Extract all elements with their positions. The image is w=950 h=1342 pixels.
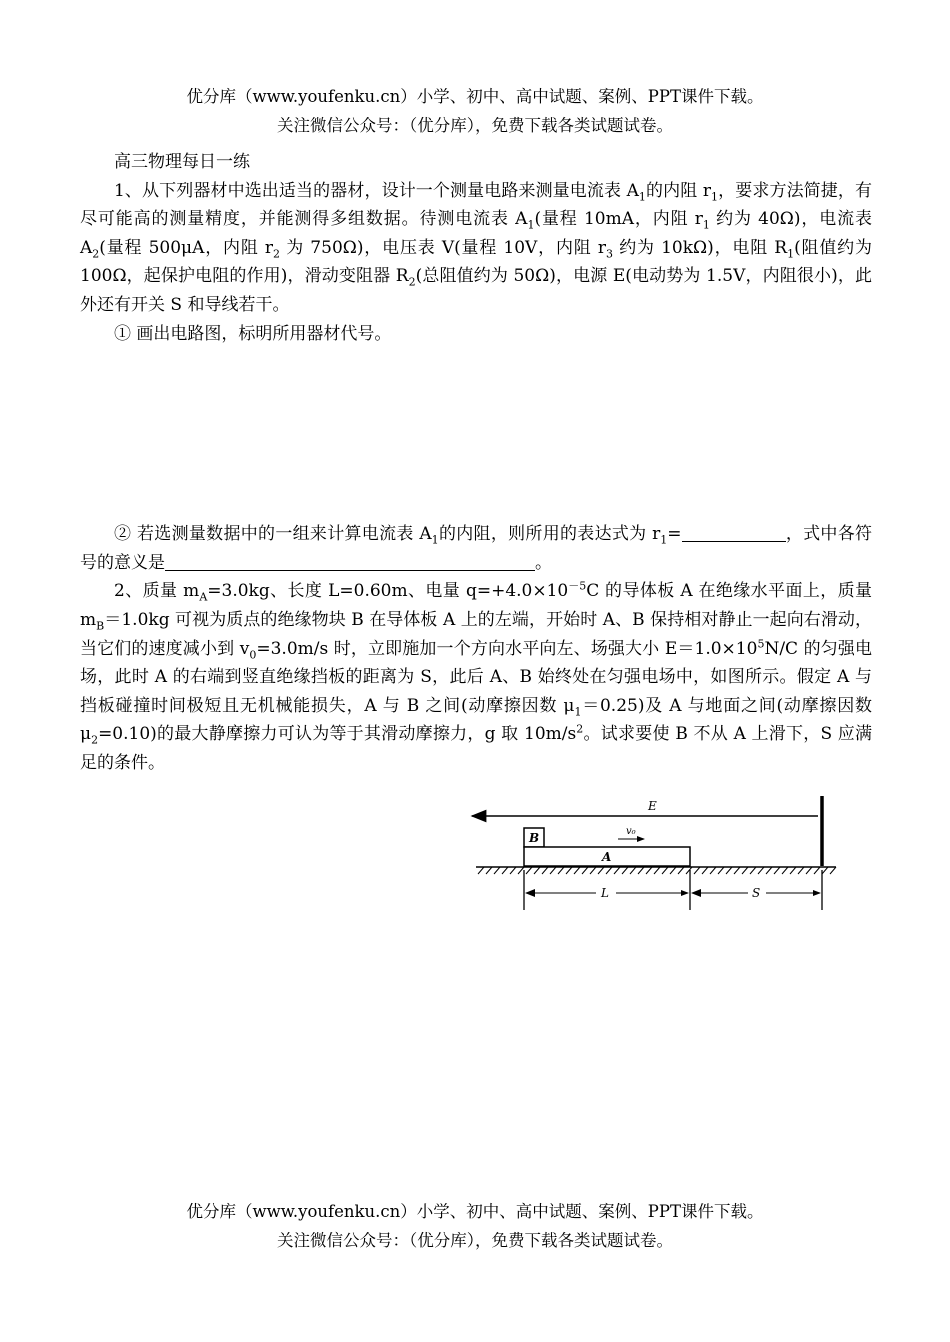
label-b: B bbox=[529, 831, 540, 845]
question-2-text: 2、质量 $m_A=3.0kg$、长度 L=0.60m、电量 $q=+4.0\times 10^{-5}C$ 的导体板 A 在绝缘水平面上，质量 $m_B=1.0kg$ 可视为质点的绝缘物块 B 在导体板 A 上的左端，开始时 A、B 保持相对静止一起向右滑动，当它们的速度减小到 $v_0=3.0m/s$ 时，立即施加一个方向水平向左、场强大小 $E=1.0\times 10^5N/C$ 的匀强电场，此时 A 的右端到竖直绝缘挡板的距离为 S，此后 A、B 始终处在匀强电场中，如图所示。假定 A 与挡板碰撞时间极短且无机械能损失，A 与 B 之间(动摩擦因数 $\mu_1=0.25$)及 A 与地面之间(动摩擦因数 $\mu_2=0.10$)的最大静摩擦力可认为等于其滑动摩擦力，g 取 $10m/s^2$。试求要使 B 不从 A 上滑下，S 应满足的条件。 bbox=[80, 579, 873, 773]
answer-blank-expression[interactable] bbox=[682, 521, 786, 542]
answer-blank-meaning[interactable] bbox=[165, 550, 535, 571]
question-1-part-1: ① 画出电路图，标明所用器材代号。 bbox=[114, 323, 392, 344]
question-1-part-2: ② 若选测量数据中的一组来计算电流表 $A_1$的内阻，则所用的表达式为 $r_1=$ ，式中各符号的意义是 。 bbox=[80, 520, 872, 577]
label-s: S bbox=[752, 886, 761, 900]
label-a: A bbox=[602, 850, 612, 864]
footer-line-1: 优分库（www.youfenku.cn）小学、初中、高中试题、案例、PPT课件下载。 bbox=[186, 1202, 764, 1221]
page-title: 高三物理每日一练 bbox=[114, 152, 250, 172]
header-line-2: 关注微信公众号：（优分库），免费下载各类试题试卷。 bbox=[277, 116, 673, 135]
question-1-text: 1、从下列器材中选出适当的器材，设计一个测量电路来测量电流表 $A_1$的内阻 $r_1$，要求方法简捷，有尽可能高的测量精度，并能测得多组数据。待测电流表 $A_1$(量程 10mA，内阻 $r_1$ 约为 40Ω)，电流表 $A_2$(量程 500μA，内阻 $r_2$ 为 750Ω)，电压表 V(量程 10V，内阻 $r_3$ 约为 10kΩ)，电阻 $R_1$(阻值约为 100Ω，起保护电阻的作用)，滑动变阻器 $R_2$(总阻值约为 50Ω)，电源 E(电动势为 1.5V，内阻很小)，此外还有开关 S 和导线若干。 bbox=[80, 180, 873, 315]
label-e: E bbox=[648, 799, 657, 813]
label-v0: v₀ bbox=[626, 826, 636, 837]
ground-hatch bbox=[478, 867, 836, 874]
problem-content bbox=[80, 148, 872, 778]
label-l: L bbox=[601, 886, 609, 900]
header-line-1: 优分库（www.youfenku.cn）小学、初中、高中试题、案例、PPT课件下载。 bbox=[186, 87, 764, 106]
answer-space bbox=[80, 348, 872, 520]
footer-line-2: 关注微信公众号：（优分库），免费下载各类试题试卷。 bbox=[277, 1231, 673, 1250]
physics-figure bbox=[468, 790, 840, 915]
